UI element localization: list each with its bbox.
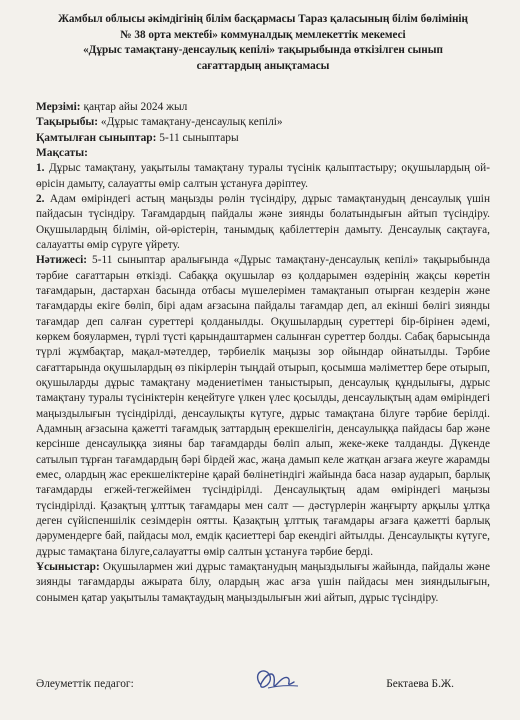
proposals-paragraph bbox=[36, 560, 490, 606]
grades-row bbox=[36, 131, 490, 146]
header-line-3: «Дұрыс тамақтану-денсаулық кепілі» тақырыбында өткізілген сынып bbox=[83, 44, 443, 56]
grades-value: 5-11 сыныптары bbox=[156, 131, 239, 144]
result-text: 5-11 сыныптар аралығында «Дұрыс тамақтану-денсаулық кепілі» тақырыбында тәрбие сағаттарын өткізді. Сабаққа оқушылар өз қолдарымен өздерінің жақсы көретін тағамдарын, дастархан басында отбасы мүшелерімен тамақтанып отырған кездерін және тағамдарды екіге бөліп, бірі адам ағзасына пайдалы тағамдар деп, ал екінші бөлігі зиянды тағамдар деп салған суреттері қолданылды. Оқушылардың суреттері бір-бірінен әдемі, көркем бояулармен, түрлі түсті қарындаштармен салынған суреттер болды. Сабақ барысында түрлі жұмбақтар, мақал-мәтелдер, тәрбиелік маңызы зор ойындар ойнатылды. Тәрбие сағаттарында оқушылардың өз пікірлерін тыңдай отырып, қосымша мәліметтер бере отырып, оқушыларды дұрыс тамақтану мәдениетімен таныстырып, денсаулық құндылығы, дұрыс тамақтану туралы түсініктерін кеңейтуге үлкен үлес қосылды, денсаулықтың адам өміріндегі маңыздылығын түсіндірілді, денсаулықты күтуге, дұрыс тамақтана білуге тәрбие берілді. Адамның ағзасына қажетті тағамдық заттардың ерекшелігін, денсаулыққа пайдасы бар және керсінше денсаулыққа зияны бар тағамдарды бөліп алып, жеке-жеке талданды. Дүкенде сатылып тұрған тағамдардың бәрі бірдей жас, жаңа дамып келе жатқан ағзаға жеуге жарамды емес, олардың жас ерекшеліктеріне қарай бөлінетіндігі жайында баса назар аударып, барлық тағамдарды егжей-тегжейімен түсіндірілді. Денсаулықтың адам өміріндегі маңызы түсіндірілді. Қазақтың ұлттық тағамдары мен салт — дәстүрлерін жаңғырту арқылы ұлтқа деген сүйіспеншілік сезімдерін оятты. Қазақтың ұлттық тағамдары ағзаға қажетті барлық дәрумендерге бай, пайдасы мол, емдік қасиеттері бар екендігі айтылды. Денсаулықты күтуге, дұрыс тамақтана білуге,салауатты өмір салтын ұстануға тәрбие берді. bbox=[36, 254, 490, 558]
document-header bbox=[36, 12, 490, 74]
signer-role: Әлеуметтік педагог: bbox=[36, 678, 134, 690]
proposals-text: Оқушылармен жиі дұрыс тамақтанудың маңыздылығы жайында, пайдалы және зиянды тағамдарды ажырата білу, олардың жас ағза үшін пайдасы мен зияндылығын, сонымен қатар уақытылы тамақтаудың маңыздылығын жиі айтып, дұрыс түсіндіру. bbox=[36, 561, 490, 604]
header-line-1: Жамбыл облысы әкімдігінің білім басқармасы Тараз қаласының білім бөлімінің bbox=[58, 13, 468, 25]
goal-2 bbox=[36, 192, 490, 253]
result-label: Нәтижесі: bbox=[36, 254, 87, 267]
goals-label: Мақсаты: bbox=[36, 146, 88, 159]
header-line-2: № 38 орта мектебі» коммуналдық мемлекеттік мекемесі bbox=[120, 28, 406, 41]
goal-2-number: 2. bbox=[36, 192, 45, 205]
goal-2-text: Адам өміріндегі астың маңызды рөлін түсіндіру, дұрыс тамақтанудың денсаулық үшін пайдасын түсіндіру. Тағамдардың пайдалы және зиянды болатындығын айтып түсіндіру. Оқушылардың білімін, ой-өрістерін, танымдық қабілеттерін дамыту. Денсаулық сақтауға, салауатты өмір сүруге үйрету. bbox=[36, 192, 490, 251]
meta-block bbox=[36, 100, 490, 161]
date-row bbox=[36, 100, 490, 115]
topic-row bbox=[36, 115, 490, 130]
goal-1-number: 1. bbox=[36, 162, 45, 175]
header-line-4: сағаттардың анықтамасы bbox=[196, 59, 330, 72]
handwritten-signature bbox=[246, 664, 306, 698]
grades-label: Қамтылған сыныптар: bbox=[36, 131, 157, 144]
proposals-label: Ұсыныстар: bbox=[36, 561, 100, 574]
goals-heading bbox=[36, 146, 490, 161]
signer-name: Бектаева Б.Ж. bbox=[386, 678, 454, 690]
result-paragraph bbox=[36, 253, 490, 560]
goal-1 bbox=[36, 161, 490, 192]
topic-value: «Дұрыс тамақтану-денсаулық кепілі» bbox=[98, 116, 283, 129]
topic-label: Тақырыбы: bbox=[36, 116, 99, 129]
goal-1-text: Дұрыс тамақтану, уақытылы тамақтану туралы түсінік қалыптастыру; оқушылардың ой-өрісін дамыту, салауатты өмір салтын ұстануға дәріптеу. bbox=[36, 162, 490, 190]
date-label: Мерзімі: bbox=[36, 101, 81, 113]
date-value: қаңтар айы 2024 жыл bbox=[80, 101, 188, 113]
